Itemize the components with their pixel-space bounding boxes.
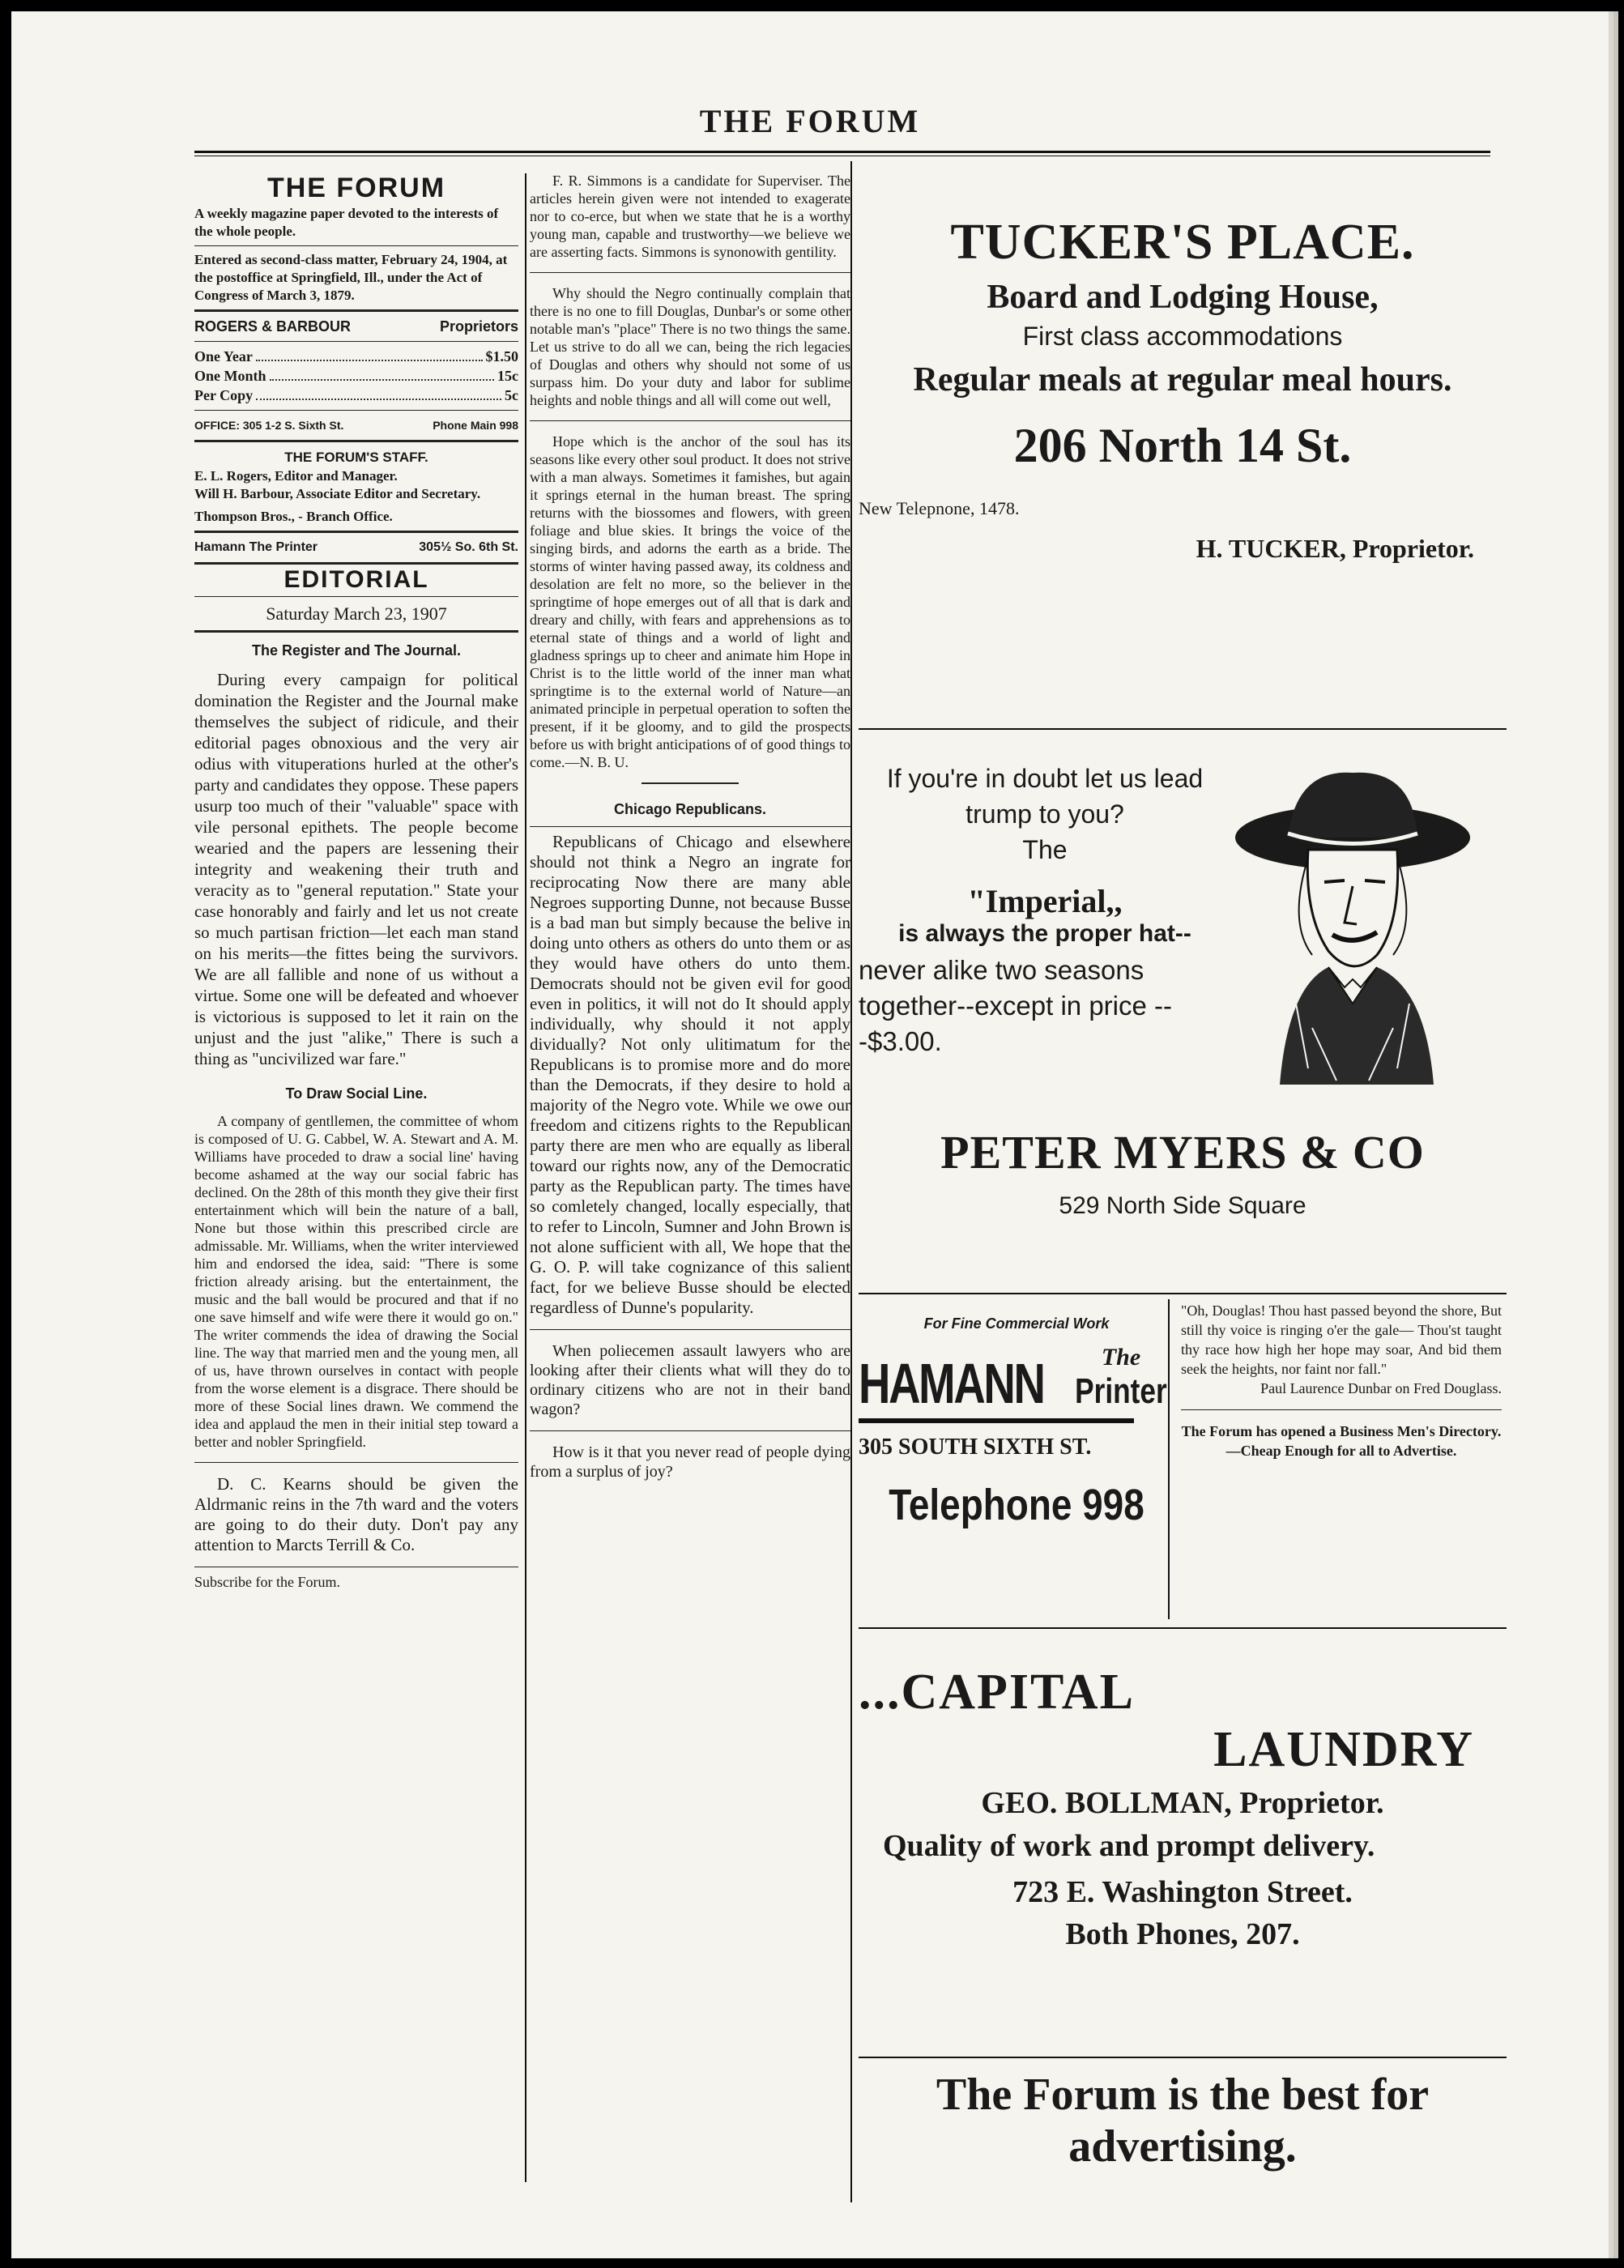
column-rule-2 <box>850 161 852 2202</box>
laundry-title: LAUNDRY <box>1213 1722 1474 1777</box>
peter-myers-ad <box>859 1125 1507 1220</box>
imperial-line: never alike two seasons together--except in price ---$3.00. <box>859 955 1172 1056</box>
article-body: D. C. Kearns should be given the Aldrmanic reins in the 7th ward and the voters are going to do their duty. Don't pay any attention to Marcts Terrill & Co. <box>194 1474 518 1554</box>
article-body: When poliecemen assault lawyers who are looking after their clients what will they do to ordinary citizens who are not in their band wagon? <box>530 1342 850 1418</box>
article-body: Hope which is the anchor of the soul has its seasons like every other soul product. It does not strive with a man always. Sometimes it famishes, but again it springs eternal in the human breast. The spring returns with the biossomes and flowers, with green foliage and blue skies. It brings the voice of the singing birds, and adorns the earth as a bride. The storms of winter having passed away, its coldness and desolation are felt no more, so the believer in the springtime of hope emerges out of all that is dark and dreary and chilly, with fears and apprehensions as to eternal state of things and a world of light and gladness springs up to cheer and animate him Hope in Christ is to the little world of the inner man what springtime is to the external world of Nature—an animated principle in perpetual operation to soften the present, if it be gloomy, and to gild the prospects before us with bright anticipations of of good things to come.—N. B. U. <box>530 433 850 770</box>
forum-promo: The Forum is the best for advertising. <box>936 2070 1430 2172</box>
rates-table <box>194 347 518 405</box>
tucker-ad <box>859 214 1507 564</box>
printer: Hamann The Printer <box>194 540 318 554</box>
article-title: The Register and The Journal. <box>251 642 462 659</box>
printer-row <box>194 538 518 557</box>
laundry-address: 723 E. Washington Street. <box>1012 1875 1353 1909</box>
imperial-name: "Imperial,, <box>967 883 1123 919</box>
poem-text: "Oh, Douglas! Thou hast passed beyond the shore, But still thy voice is ringing o'er the gale— Thou'st taught thy race how high her hope may soar, And bid them seek the heights, nor faint nor fall." <box>1181 1302 1502 1377</box>
staff-line: Will H. Barbour, Associate Editor and Secretary. <box>194 486 481 501</box>
ad-divider <box>859 728 1507 730</box>
ad-divider <box>859 2057 1507 2058</box>
rate-row: One Year $1.50 <box>194 348 518 364</box>
phone: Phone Main 998 <box>433 419 518 432</box>
hamann-tagline: For Fine Commercial Work <box>923 1315 1110 1332</box>
man-in-hat-illustration <box>1231 761 1474 1085</box>
rate-row: Per Copy 5c <box>194 387 518 403</box>
staff-line: E. L. Rogers, Editor and Manager. <box>194 468 398 484</box>
column-2 <box>530 172 850 1493</box>
editorial-heading: EDITORIAL <box>283 566 429 593</box>
column-1 <box>194 173 518 1592</box>
staff-heading: THE FORUM'S STAFF. <box>284 450 428 465</box>
publishers-role: Proprietors <box>439 318 518 335</box>
hamann-logo <box>859 1344 1174 1415</box>
article-title: Chicago Republicans. <box>613 801 767 817</box>
myers-name: PETER MYERS & CO <box>940 1126 1425 1179</box>
dateline: Saturday March 23, 1907 <box>266 603 447 624</box>
imperial-line: If you're in doubt let us lead trump to you? <box>886 764 1204 829</box>
article-body: How is it that you never read of people dying from a surplus of joy? <box>530 1443 850 1481</box>
imperial-line: is always the proper hat-- <box>898 920 1191 947</box>
hamann-printer-ad <box>859 1315 1174 1530</box>
ad-divider <box>1168 1299 1170 1619</box>
tucker-line: Regular meals at regular meal hours. <box>913 361 1452 399</box>
subscribe-note: Subscribe for the Forum. <box>194 1574 340 1590</box>
dunbar-poem <box>1181 1301 1502 1460</box>
laundry-quality: Quality of work and prompt delivery. <box>883 1829 1375 1863</box>
office-row <box>194 416 518 435</box>
office: OFFICE: 305 1-2 S. Sixth St. <box>194 419 344 432</box>
ad-divider <box>859 1627 1507 1629</box>
paper-description: A weekly magazine paper devoted to the interests of the whole people. <box>194 206 499 239</box>
staff-line: Thompson Bros., - Branch Office. <box>194 509 393 524</box>
printer-address: 305½ So. 6th St. <box>419 540 518 554</box>
poem-credit: Paul Laurence Dunbar on Fred Douglass. <box>1260 1380 1502 1396</box>
hamann-telephone: Telephone 998 <box>889 1481 1144 1529</box>
tucker-line: Board and Lodging House, <box>987 279 1379 316</box>
forum-promo-ad <box>859 2069 1507 2172</box>
laundry-proprietor: GEO. BOLLMAN, Proprietor. <box>981 1786 1384 1820</box>
masthead: THE FORUM <box>266 173 446 203</box>
article-title: To Draw Social Line. <box>285 1085 428 1102</box>
laundry-title: ...CAPITAL <box>859 1665 1135 1720</box>
hamann-address: 305 SOUTH SIXTH ST. <box>859 1435 1092 1460</box>
article-body: A company of gentllemen, the committee of whom is composed of U. G. Cabbel, W. A. Stewart and A. M. Williams have proceded to draw a social line' having become ashamed at the way our social fabric has declined. On the 28th of this month they give their first entertainment which will bein the nature of a ball, None but those within this prescribed circle are admissable. Mr. Williams, when the writer interviewed him and endorsed the idea, said: "There is some friction already arising. but the entertainment, the music and the ball would be procured and that if no one save himself and wife were there it would go on." The writer commends the idea of drawing the Social line. The way that married men and the young men, all of us, have thrown ourselves in contact with people from the worse element is a disgrace. There should be more of these Social lines drawn. We commend the idea and applaud the men in their initial step toward a better and nobler Springfield. <box>194 1113 518 1450</box>
rate-row: One Month 15c <box>194 368 518 384</box>
laundry-phones: Both Phones, 207. <box>1065 1917 1300 1951</box>
article-body: During every campaign for political domination the Register and the Journal make themselves the subject of ridicule, and their editorial pages obnoxious and the very air odius with vituperations hurled at the other's party and candidates they oppose. These papers usurp too much of their "valuable" space with vile personal epithets. The people become wearied and the papers are lessening their integrity and weakening their truth and veracity as to "general reputation." State your case honorably and fairly and let us not create so much partisan friction—let each man stand on his merits—the fittes being the survivors. We are all fallible and none of us without a virtue. Some one will be defeated and whoever is victorious is supposed to let it rain on the unjust and the just "alike," There is such a thing as "uncivilized war fare." <box>194 670 518 1068</box>
article-body: F. R. Simmons is a candidate for Superviser. The articles herein given were not intended to exagerate nor to co-erce, but when we state that he is a worthy young man, capable and trustworthy—we believe we are asserting facts. Simmons is synonowith gentility. <box>530 173 850 260</box>
entry-note: Entered as second-class matter, February 24, 1904, at the postoffice at Springfield, Ill., under the Act of Congress of March 3, 1879. <box>194 252 508 303</box>
directory-notice: The Forum has opened a Business Men's Directory.—Cheap Enough for all to Advertise. <box>1181 1423 1502 1459</box>
publishers: ROGERS & BARBOUR <box>194 318 352 335</box>
tucker-title: TUCKER'S PLACE. <box>950 215 1415 270</box>
myers-address: 529 North Side Square <box>1059 1192 1306 1219</box>
article-body: Why should the Negro continually complain that there is no one to fill Douglas, Dunbar's or some other notable man's "place" There is no two things the same. Let us strive to do all we can, being the rich legacies of Douglas and others why should not some of us surpass him. Do your duty and labor for sublime heights and noble things and all will come out well, <box>530 285 850 408</box>
tucker-address: 206 North 14 St. <box>1013 419 1352 472</box>
ad-divider <box>859 1293 1507 1294</box>
article-body: Republicans of Chicago and elsewhere should not think a Negro an ingrate for reciprocating Now there are many able Negroes supporting Dunne, not because Busse is a bad man but simply because the belive in doing unto others as others do unto them or as they would have others do unto them. Democrats should not be given evil for good even in politics, it will not do It should apply individually, why should it not apply dividually? Not only ulitimatum for the Republicans is to promise more and do more than the Democrats, if they desire to hold a majority of the Negro vote. While we owe our freedom and citizens rights to the Republican party there are men who are equally as liberal toward our rights now, any of the Democratic party as the Republican party. The times have so comletely changed, locally especially, that to refer to Lincoln, Sumner and John Brown is not alone sufficient with all, We hope that the G. O. P. will take cognizance of this salient fact, for we believe Busse should be elected regardless of Dunne's popularity. <box>530 832 850 1317</box>
imperial-hat-ad <box>859 761 1507 1059</box>
hamann-printer-word: The Printer <box>1075 1344 1167 1411</box>
imperial-line: The <box>1022 835 1068 864</box>
publishers-row <box>194 317 518 336</box>
tucker-phone: New Telepnone, 1478. <box>859 498 1020 518</box>
column-rule-1 <box>525 173 526 2182</box>
running-header: THE FORUM <box>699 103 921 139</box>
newspaper-page <box>11 11 1609 2258</box>
header-rule <box>194 151 1490 153</box>
tucker-proprietor: H. TUCKER, Proprietor. <box>1196 534 1474 563</box>
hamann-name: HAMANN <box>859 1352 1044 1415</box>
capital-laundry-ad <box>859 1664 1507 1952</box>
tucker-line: First class accommodations <box>1022 322 1343 351</box>
